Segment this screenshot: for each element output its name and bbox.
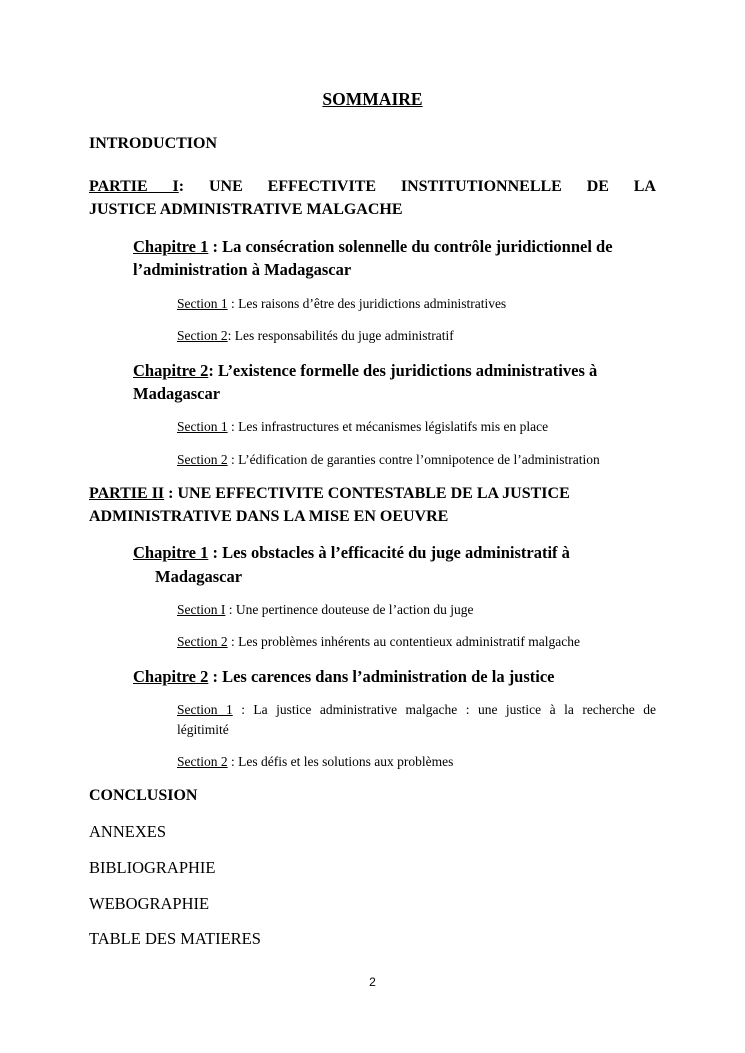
toc-partie-1-line-2: JUSTICE ADMINISTRATIVE MALGACHE [89, 201, 403, 218]
toc-webographie: WEBOGRAPHIE [89, 894, 210, 913]
toc-p1-c1-section-2 [177, 328, 454, 344]
p2-chapitre-2-text: : Les carences dans l’administration de la justice [208, 667, 555, 686]
toc-p1-c1-section-1 [177, 296, 506, 312]
section-text: : Une pertinence douteuse de l’action du juge [225, 602, 474, 617]
toc-conclusion: CONCLUSION [89, 787, 198, 804]
partie-1-label: PARTIE I [89, 178, 179, 195]
toc-table-des-matieres: TABLE DES MATIERES [89, 929, 261, 948]
section-label: Section 2 [177, 452, 228, 467]
section-text: : Les raisons d’être des juridictions administratives [227, 296, 507, 311]
toc-annexes: ANNEXES [89, 822, 166, 841]
p1-chapitre-2-label: Chapitre 2 [133, 361, 209, 380]
toc-partie-2-line-2: ADMINISTRATIVE DANS LA MISE EN OEUVRE [89, 508, 449, 525]
section-text: : Les infrastructures et mécanismes législatifs mis en place [227, 419, 549, 434]
toc-p2-c2-section-1-line-2: légitimité [177, 722, 229, 737]
toc-p2-chapitre-2 [133, 667, 555, 687]
section-label: Section 2 [177, 634, 228, 649]
toc-p1-chapitre-1-line-2: l’administration à Madagascar [133, 260, 352, 279]
page-title: SOMMAIRE [322, 89, 423, 109]
toc-p1-c2-section-2 [177, 452, 600, 468]
partie-2-label: PARTIE II [89, 485, 165, 502]
section-text: : Les défis et les solutions aux problèmes [227, 754, 454, 769]
section-label: Section 1 [177, 296, 228, 311]
p1-chapitre-1-label: Chapitre 1 [133, 237, 209, 256]
toc-p1-chapitre-1-line-1 [133, 237, 613, 257]
toc-p1-chapitre-2-line-1 [133, 361, 597, 381]
toc-p2-chapitre-1-line-1 [133, 543, 570, 563]
toc-bibliographie: BIBLIOGRAPHIE [89, 858, 216, 877]
toc-p1-c2-section-1 [177, 419, 548, 435]
section-label: Section 2 [177, 328, 228, 343]
section-label: Section 1 [177, 419, 228, 434]
page-number: 2 [369, 975, 376, 989]
section-text: : Les problèmes inhérents au contentieux administratif malgache [227, 634, 581, 649]
p1-chapitre-1-text: : La consécration solennelle du contrôle juridictionnel de [208, 237, 613, 256]
section-label: Section 1 [177, 702, 233, 717]
partie-1-text: : UNE EFFECTIVITE INSTITUTIONNELLE DE LA [178, 178, 656, 195]
section-label: Section I [177, 602, 226, 617]
section-text: : La justice administrative malgache : une justice à la recherche de [232, 702, 656, 717]
section-text: : L’édification de garanties contre l’omnipotence de l’administration [227, 452, 600, 467]
toc-p1-chapitre-2-line-2: Madagascar [133, 384, 221, 403]
toc-p2-c2-section-2 [177, 754, 453, 770]
toc-partie-2-line-1 [89, 485, 570, 503]
p1-chapitre-2-text: : L’existence formelle des juridictions administratives à [208, 361, 598, 380]
toc-introduction: INTRODUCTION [89, 135, 218, 152]
toc-p2-c1-section-2 [177, 634, 580, 650]
toc-p2-c1-section-1 [177, 602, 474, 618]
p2-chapitre-2-label: Chapitre 2 [133, 667, 209, 686]
toc-p2-chapitre-1-line-2: Madagascar [155, 567, 243, 586]
p2-chapitre-1-text: : Les obstacles à l’efficacité du juge administratif à [208, 543, 570, 562]
section-text: : Les responsabilités du juge administratif [227, 328, 454, 343]
section-label: Section 2 [177, 754, 228, 769]
p2-chapitre-1-label: Chapitre 1 [133, 543, 209, 562]
toc-p2-c2-section-1-line-1 [177, 702, 656, 718]
partie-2-text: : UNE EFFECTIVITE CONTESTABLE DE LA JUSTICE [164, 485, 570, 502]
toc-partie-1-line-1 [89, 178, 656, 196]
